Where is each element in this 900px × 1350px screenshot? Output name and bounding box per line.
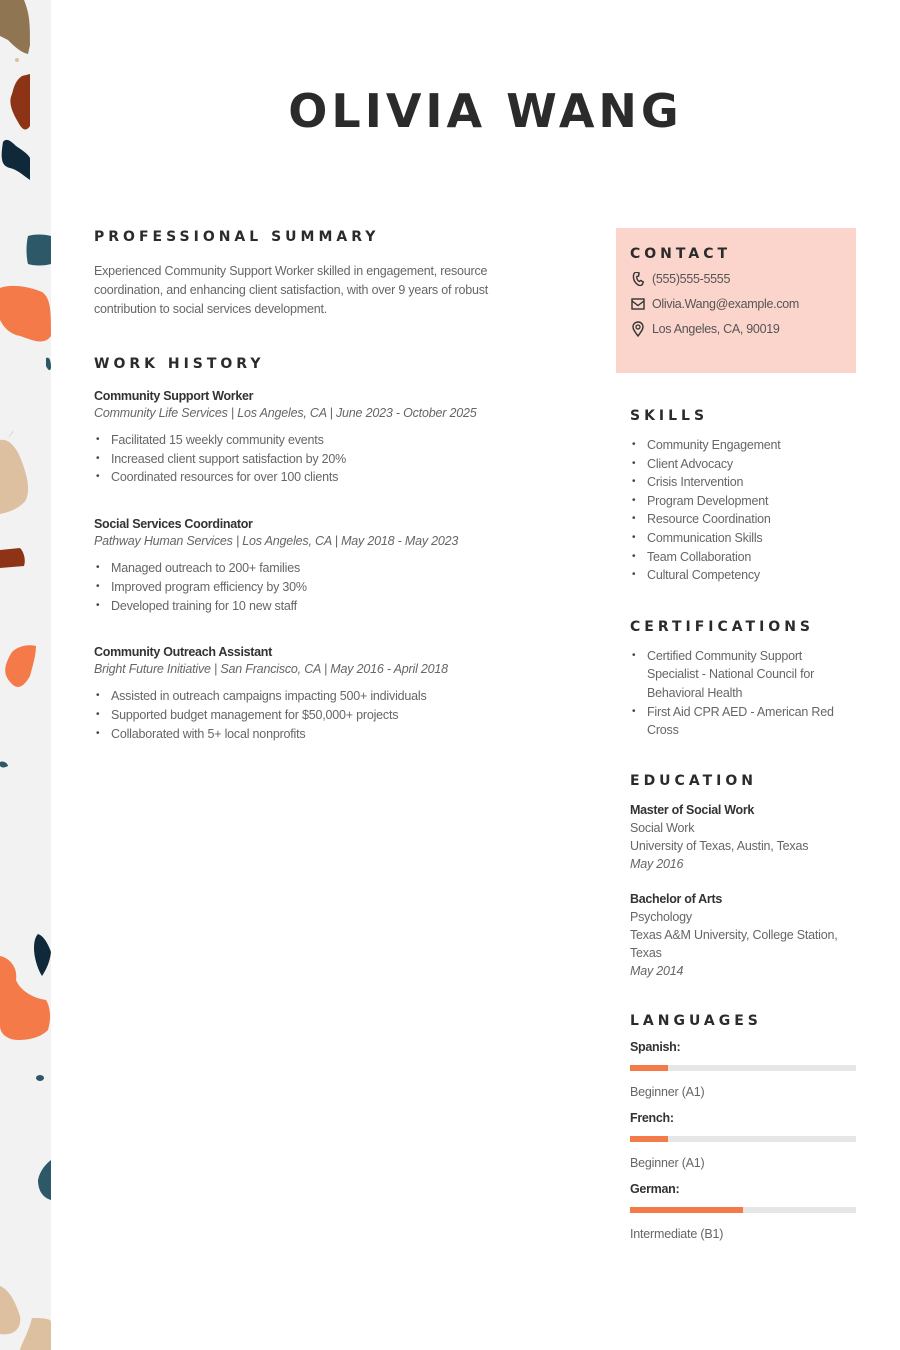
skill-item: • Resource Coordination [630, 510, 856, 529]
certification-item: • Certified Community Support Specialist - National Council for Behavioral Health [630, 647, 856, 703]
field-of-study: Psychology [630, 909, 692, 924]
contact-email [630, 296, 842, 312]
job-bullet: • Improved program efficiency by 30% [94, 578, 534, 597]
proficiency-fill [630, 1065, 668, 1071]
job-entry [94, 644, 534, 743]
job-title: Social Services Coordinator [94, 517, 253, 532]
skill-item: • Crisis Intervention [630, 473, 856, 492]
skills-heading: SKILLS [630, 408, 709, 424]
job-meta: Community Life Services | Los Angeles, CA | June 2023 - October 2025 [94, 406, 477, 420]
phone-text: (555)555-5555 [652, 272, 731, 286]
job-meta: Pathway Human Services | Los Angeles, CA | May 2018 - May 2023 [94, 534, 459, 549]
certifications-list [630, 647, 856, 740]
right-column [616, 228, 856, 1242]
skill-item: • Communication Skills [630, 529, 856, 548]
proficiency-bar [630, 1065, 856, 1071]
language-entry [630, 1039, 856, 1100]
job-title: Community Support Worker [94, 389, 254, 403]
job-title: Community Outreach Assistant [94, 645, 272, 660]
education-heading: EDUCATION [630, 772, 757, 789]
map-pin-icon [630, 321, 646, 337]
skill-item: • Cultural Competency [630, 566, 856, 585]
job-bullet: • Assisted in outreach campaigns impacting 500+ individuals [94, 687, 534, 706]
job-bullet: • Collaborated with 5+ local nonprofits [94, 725, 534, 744]
graduation-date: May 2014 [630, 963, 684, 978]
certifications-section [616, 619, 856, 740]
proficiency-bar [630, 1136, 856, 1142]
school: University of Texas, Austin, Texas [630, 838, 809, 853]
phone-icon [630, 271, 646, 287]
languages-heading: LANGUAGES [630, 1012, 762, 1029]
job-bullet: • Coordinated resources for over 100 clients [94, 468, 534, 487]
job-bullet: • Increased client support satisfaction by 20% [94, 450, 534, 469]
skill-item: • Community Engagement [630, 436, 856, 455]
work-history-heading: WORK HISTORY [94, 356, 265, 372]
contact-box [616, 228, 856, 373]
job-bullet: • Developed training for 10 new staff [94, 597, 534, 616]
skills-section [616, 408, 856, 585]
education-entry [630, 890, 856, 980]
email-text: Olivia.Wang@example.com [652, 297, 800, 311]
degree: Bachelor of Arts [630, 891, 722, 906]
job-meta: Bright Future Initiative | San Francisco, CA | May 2016 - April 2018 [94, 662, 448, 677]
contact-phone [630, 271, 842, 287]
language-name: French: [630, 1110, 674, 1125]
summary-heading: PROFESSIONAL SUMMARY [94, 229, 380, 245]
skill-item: • Client Advocacy [630, 455, 856, 474]
proficiency-fill [630, 1207, 743, 1213]
job-bullets [94, 559, 534, 615]
certifications-heading: CERTIFICATIONS [630, 618, 815, 635]
summary-text: Experienced Community Support Worker skilled in engagement, resource coordination, and enhancing client satisfaction, with over 9 years of robust contribution to social services development. [94, 264, 489, 316]
proficiency-bar [630, 1207, 856, 1213]
skill-item: • Team Collaboration [630, 548, 856, 567]
skills-list [630, 436, 856, 585]
skill-item: • Program Development [630, 492, 856, 511]
envelope-icon [630, 296, 646, 312]
job-bullet: • Supported budget management for $50,000+ projects [94, 706, 534, 725]
language-name: German: [630, 1181, 680, 1196]
language-name: Spanish: [630, 1039, 681, 1054]
job-bullet: • Managed outreach to 200+ families [94, 559, 534, 578]
proficiency-level: Beginner (A1) [630, 1155, 705, 1170]
school: Texas A&M University, College Station, Texas [630, 927, 838, 960]
job-bullet: • Facilitated 15 weekly community events [94, 431, 534, 450]
job-entry [94, 388, 534, 487]
job-bullets [94, 431, 534, 487]
decorative-side-strip [0, 0, 51, 1350]
proficiency-fill [630, 1136, 668, 1142]
language-entry [630, 1181, 856, 1242]
languages-section [616, 1013, 856, 1242]
education-entry [630, 801, 856, 873]
job-bullets [94, 687, 534, 743]
education-section [616, 773, 856, 980]
certification-item: • First Aid CPR AED - American Red Cross [630, 703, 856, 740]
field-of-study: Social Work [630, 820, 695, 835]
location-text: Los Angeles, CA, 90019 [652, 322, 780, 336]
contact-location [630, 321, 842, 337]
terrazzo-pattern-icon [0, 0, 51, 1350]
job-entry [94, 516, 534, 615]
language-entry [630, 1110, 856, 1171]
contact-heading: CONTACT [630, 246, 732, 262]
candidate-name: OLIVIA WANG [288, 84, 683, 138]
proficiency-level: Intermediate (B1) [630, 1226, 724, 1241]
degree: Master of Social Work [630, 802, 755, 817]
graduation-date: May 2016 [630, 856, 684, 871]
proficiency-level: Beginner (A1) [630, 1084, 705, 1099]
left-column [94, 229, 534, 743]
